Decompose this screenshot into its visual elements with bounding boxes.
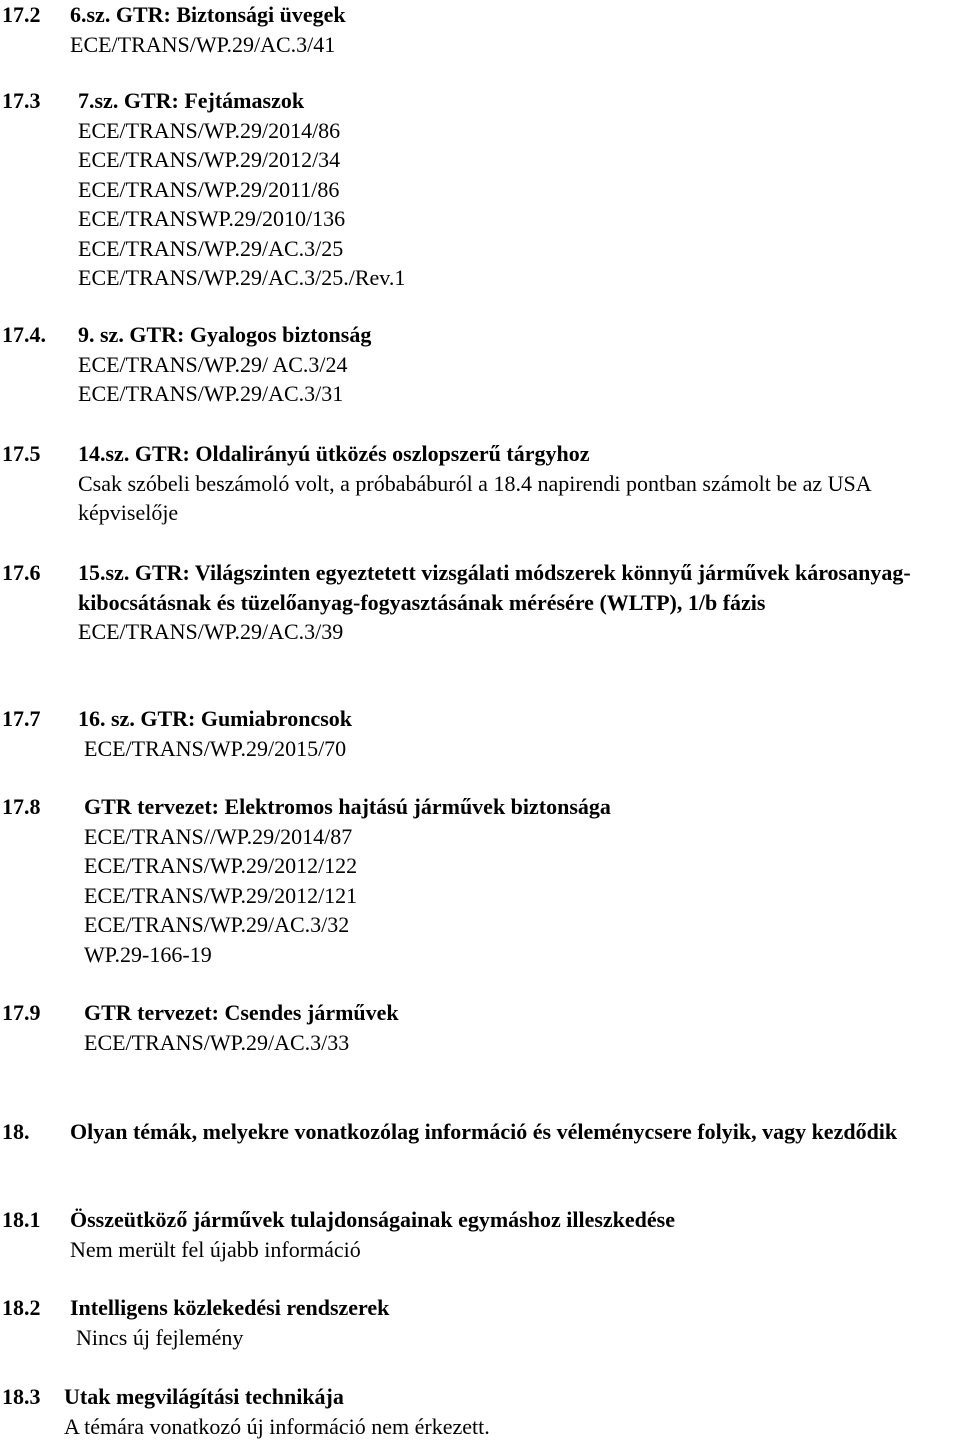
doc-ref: ECE/TRANS//WP.29/2014/87: [84, 822, 956, 852]
section-title: GTR tervezet: Elektromos hajtású járművek biztonsága: [84, 792, 956, 822]
doc-ref: ECE/TRANS/WP.29/AC.3/32: [84, 910, 956, 940]
section-number: 18.1: [2, 1205, 41, 1235]
section-title: Olyan témák, melyekre vonatkozólag információ és véleménycsere folyik, vagy kezdődik: [70, 1117, 956, 1147]
doc-ref: ECE/TRANS/WP.29/AC.3/25: [78, 234, 956, 264]
section-title: 7.sz. GTR: Fejtámaszok: [78, 86, 956, 116]
section-number: 18.: [2, 1117, 30, 1147]
section-text: Csak szóbeli beszámoló volt, a próbabáburól a 18.4 napirendi pontban számolt be az USA képviselője: [78, 469, 956, 528]
doc-ref: ECE/TRANS/WP.29/2012/34: [78, 145, 956, 175]
section-number: 17.3: [2, 86, 41, 116]
section-title: Intelligens közlekedési rendszerek: [70, 1293, 956, 1323]
section-number: 18.3: [2, 1382, 41, 1412]
section-text: Nincs új fejlemény: [70, 1323, 956, 1353]
section-number: 17.8: [2, 792, 41, 822]
section-number: 17.9: [2, 998, 41, 1028]
doc-ref: ECE/TRANS/WP.29/AC.3/25./Rev.1: [78, 263, 956, 293]
section-title: Összeütköző járművek tulajdonságainak egymáshoz illeszkedése: [70, 1205, 956, 1235]
section-text: Nem merült fel újabb információ: [70, 1235, 956, 1265]
section-number: 17.4.: [2, 320, 46, 350]
doc-ref: ECE/TRANS/WP.29/2012/121: [84, 881, 956, 911]
section-title: 15.sz. GTR: Világszinten egyeztetett vizsgálati módszerek könnyű járművek károsanyag-kibocsátásnak és tüzelőanyag-fogyasztásának mérésére (WLTP), 1/b fázis: [78, 558, 956, 617]
section-number: 18.2: [2, 1293, 41, 1323]
section-text: A témára vonatkozó új információ nem érkezett.: [64, 1412, 956, 1441]
doc-ref: ECE/TRANS/WP.29/2015/70: [78, 734, 956, 764]
doc-ref: ECE/TRANS/WP.29/2014/86: [78, 116, 956, 146]
section-number: 17.7: [2, 704, 41, 734]
section-number: 17.5: [2, 439, 41, 469]
doc-ref: ECE/TRANS/WP.29/AC.3/39: [78, 617, 956, 647]
section-title: GTR tervezet: Csendes járművek: [84, 998, 956, 1028]
doc-ref: ECE/TRANS/WP.29/2012/122: [84, 851, 956, 881]
doc-ref: ECE/TRANS/WP.29/ AC.3/24: [78, 350, 956, 380]
section-title: Utak megvilágítási technikája: [64, 1382, 956, 1412]
doc-ref: ECE/TRANS/WP.29/AC.3/33: [84, 1028, 956, 1058]
section-title: 16. sz. GTR: Gumiabroncsok: [78, 704, 956, 734]
section-title: 14.sz. GTR: Oldalirányú ütközés oszlopszerű tárgyhoz: [78, 439, 956, 469]
doc-ref: ECE/TRANSWP.29/2010/136: [78, 204, 956, 234]
doc-ref: ECE/TRANS/WP.29/AC.3/41: [70, 30, 956, 60]
doc-ref: ECE/TRANS/WP.29/AC.3/31: [78, 379, 956, 409]
section-title: 6.sz. GTR: Biztonsági üvegek: [70, 0, 956, 30]
doc-ref: WP.29-166-19: [84, 940, 956, 970]
section-title: 9. sz. GTR: Gyalogos biztonság: [78, 320, 956, 350]
doc-ref: ECE/TRANS/WP.29/2011/86: [78, 175, 956, 205]
section-number: 17.6: [2, 558, 41, 588]
section-number: 17.2: [2, 0, 41, 30]
